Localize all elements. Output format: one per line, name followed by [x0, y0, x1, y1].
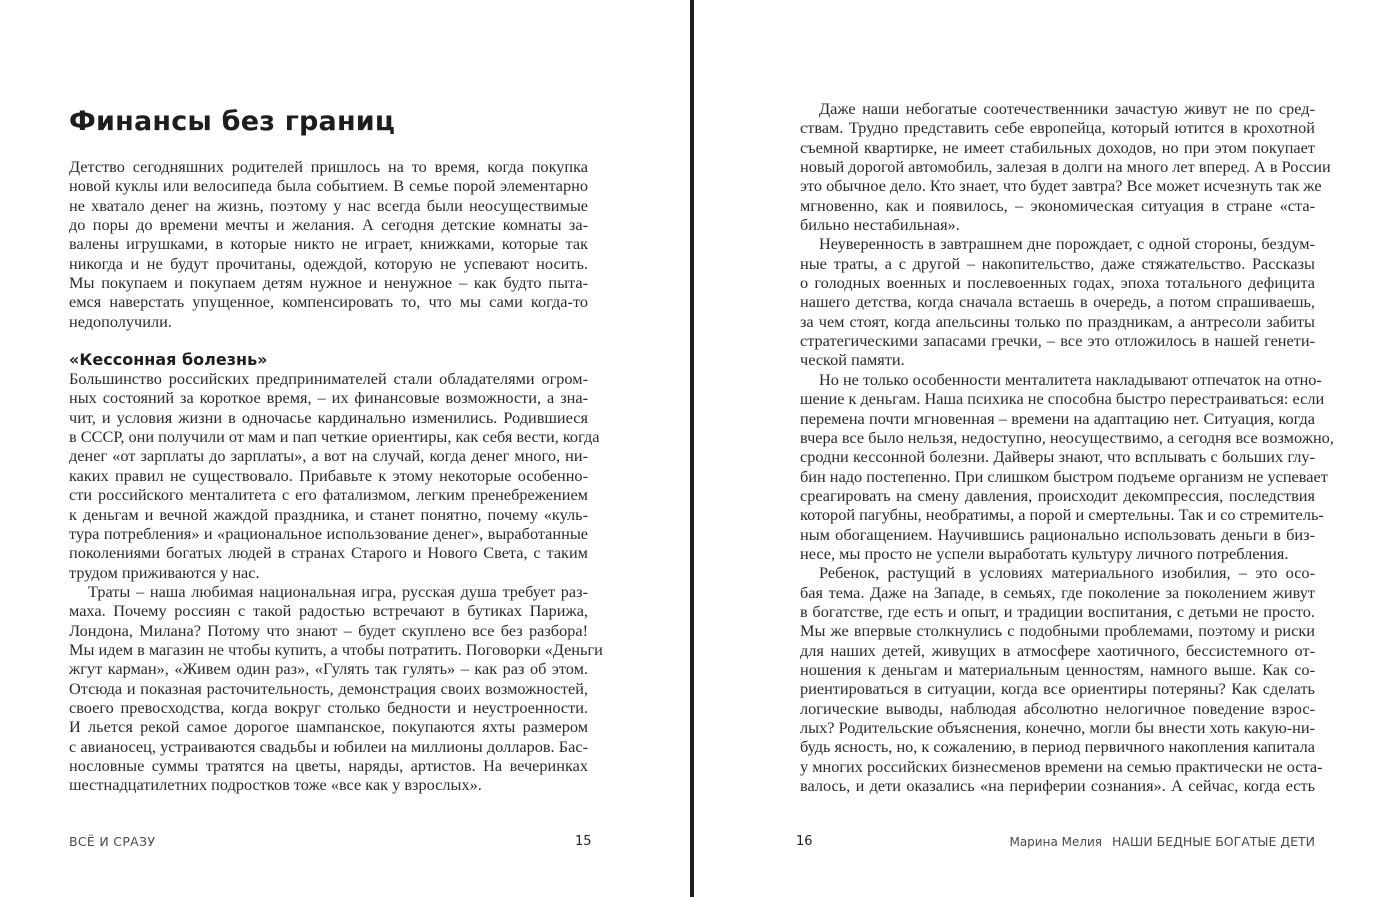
- text-line: которой пагубны, необратимы, а порой и смертельны. Так и со стремитель-: [800, 505, 1324, 525]
- text-line: к деньгам и вечной жаждой праздника, и станет понятно, почему «куль-: [69, 504, 588, 524]
- text-line: вчера все было нельзя, недоступно, неосуществимо, а сегодня все возможно,: [800, 427, 1334, 447]
- text-line: не хватало денег на жизнь, поэтому у нас всегда были неосуществимые: [69, 195, 588, 215]
- section-paragraph: [69, 369, 600, 582]
- text-line: трудом приживаются у нас.: [69, 562, 260, 582]
- text-line: сти российского менталитета с его фатализмом, легким пренебрежением: [69, 485, 588, 505]
- text-line: съемной квартирке, не имеет стабильных доходов, но при этом покупает: [800, 137, 1315, 157]
- text-line: шение к деньгам. Наша психика не способна быстро перестраиваться: если: [800, 389, 1325, 409]
- text-line: И льется рекой самое дорогое шампанское, покупаются яхты размером: [69, 717, 588, 737]
- text-line: поколениями богатых людей в странах Старого и Нового Света, с таким: [69, 543, 588, 563]
- page-number: 15: [575, 834, 592, 849]
- left-page: [0, 0, 690, 897]
- text-line: Неуверенность в завтрашнем дне порождает, с одной стороны, бездум-: [819, 234, 1315, 254]
- text-line: логические выводы, наблюдая абсолютно нелогичное поведение взрос-: [800, 698, 1315, 718]
- text-line: своего превосходства, когда вокруг столько бедности и неустроенности.: [69, 697, 588, 717]
- text-line: ным обогащением. Научившись рационально использовать деньги в биз-: [800, 524, 1315, 544]
- text-line: Траты – наша любимая национальная игра, русская душа требует раз-: [88, 581, 588, 601]
- text-line: Но не только особенности менталитета накладывают отпечаток на отно-: [819, 369, 1322, 389]
- text-line: новой куклы или велосипеда была событием. В семье порой элементарно: [69, 176, 588, 196]
- text-line: лых? Родительские объяснения, конечно, могли бы внести хоть какую-ни-: [800, 718, 1315, 737]
- text-line: в богатстве, где есть и опыт, и традиции воспитания, с детьми не просто.: [800, 601, 1315, 621]
- text-line: бин надо постепенно. При слишком быстром подъеме организм не успевает: [800, 466, 1328, 486]
- text-line: бая тема. Даже на Западе, в семьях, где поколение за поколением живут: [800, 582, 1315, 602]
- text-line: ческой памяти.: [800, 350, 905, 370]
- text-line: валены игрушками, в которые никто не играет, книжками, которые так: [69, 234, 588, 254]
- text-line: у многих российских бизнесменов времени на семью практически не оста-: [800, 756, 1323, 776]
- paragraph: [800, 369, 1334, 563]
- author-name: Марина Мелия: [1009, 835, 1103, 849]
- page-number: 16: [796, 834, 813, 849]
- text-line: за чем стоят, когда апельсины только по праздникам, а антресоли забиты: [800, 311, 1315, 331]
- text-line: тура потребления» и «рациональное использование денег», выработанные: [69, 523, 588, 543]
- text-line: никогда и не будут прочитаны, одеждой, которую не успевают носить.: [69, 253, 588, 273]
- text-line: денег «от зарплаты до зарплаты», а вот на случай, когда денег много, ни-: [69, 446, 588, 466]
- text-line: до поры до времени мечты и желания. А сегодня детские комнаты за-: [69, 215, 588, 235]
- text-line: Большинство российских предпринимателей стали обладателями огром-: [69, 369, 588, 389]
- section-subheading: «Кессонная болезнь»: [69, 350, 268, 370]
- text-line: будь ясность, но, к сожалению, в период первичного накопления капитала: [800, 737, 1316, 757]
- text-line: Мы покупаем и покупаем детям нужное и ненужное – как будто пыта-: [69, 273, 588, 293]
- text-line: стратегическими запасами гречки, – все это отложилось в нашей генети-: [800, 331, 1315, 351]
- text-line: жгут карман», «Живем один раз», «Гулять так гулять» – как раз об этом.: [69, 659, 588, 679]
- text-line: риентироваться в ситуации, когда все ориентиры потеряны? Как сделать: [800, 679, 1315, 699]
- text-line: Детство сегодняшних родителей пришлось на то время, когда покупка: [69, 157, 588, 176]
- text-line: мгновенно, как и появилось, – экономическая ситуация в стране «ста-: [800, 195, 1315, 215]
- intro-paragraph: [69, 157, 588, 331]
- text-line: Мы идем в магазин не чтобы купить, а чтобы потратить. Поговорки «Деньги: [69, 639, 603, 659]
- running-footer-chapter: ВСЁ И СРАЗУ: [69, 834, 156, 849]
- text-line: валось, и дети оказались «на периферии сознания». А сейчас, когда есть: [800, 776, 1315, 796]
- text-line: Даже наши небогатые соотечественники зачастую живут не по сред-: [819, 99, 1315, 118]
- text-line: перемена почти мгновенная – времени на адаптацию нет. Ситуация, когда: [800, 408, 1315, 428]
- text-line: о голодных военных и послевоенных годах, эпоха тотального дефицита: [800, 273, 1315, 293]
- text-line: это обычное дело. Кто знает, что будет завтра? Все может исчезнуть так же: [800, 176, 1322, 196]
- text-line: чит, и условия жизни в одночасье кардинально изменились. Родившиеся: [69, 407, 588, 427]
- paragraph: [800, 234, 1315, 369]
- section-paragraph: [69, 581, 603, 795]
- text-line: ствам. Трудно представить себе европейца, который ютится в крохотной: [800, 118, 1315, 138]
- text-line: в СССР, они получили от мам и пап четкие ориентиры, как себя вести, когда: [69, 427, 600, 447]
- text-line: маха. Почему россиян с такой радостью встречают в бутиках Парижа,: [69, 601, 588, 621]
- paragraph: [800, 99, 1331, 235]
- text-line: ношения к деньгам и материальным ценностям, намного выше. Как со-: [800, 659, 1315, 679]
- text-line: нашего детства, когда сначала встаешь в очередь, а потом спрашиваешь,: [800, 292, 1315, 312]
- running-footer-book: [1009, 834, 1315, 849]
- text-line: для наших детей, живущих в атмосфере хаотичного, бессистемного от-: [800, 640, 1315, 660]
- text-line: несе, мы просто не успели выработать культуру личного потребления.: [800, 543, 1289, 563]
- text-line: среагировать на смену давления, происходит декомпрессия, последствия: [800, 485, 1315, 505]
- paragraph: [800, 563, 1323, 796]
- chapter-title: Финансы без границ: [69, 106, 396, 137]
- text-line: каких правил не существовало. Прибавьте к этому некоторые особенно-: [69, 465, 588, 485]
- right-page-body: [800, 99, 1334, 796]
- left-page-body: [69, 157, 603, 795]
- text-line: сродни кессонной болезни. Дайверы знают, что всплывать с больших глу-: [800, 447, 1315, 467]
- text-line: емся наверстать упущенное, компенсировать то, что мы сами когда-то: [69, 292, 588, 312]
- text-line: Лондона, Милана? Потому что знают – будет скуплено все без разбора!: [69, 620, 588, 640]
- text-line: Мы же впервые столкнулись с подобными проблемами, поэтому и риски: [800, 621, 1315, 641]
- book-title: НАШИ БЕДНЫЕ БОГАТЫЕ ДЕТИ: [1112, 834, 1315, 849]
- text-line: новый дорогой автомобиль, залезая в долги на много лет вперед. А в России: [800, 157, 1331, 177]
- text-line: с авианосец, устраиваются свадьбы и юбилеи на миллионы долларов. Бас-: [69, 736, 588, 756]
- text-line: бильно нестабильная».: [800, 215, 960, 235]
- text-line: недополучили.: [69, 311, 172, 331]
- text-line: ных состояний за короткое время, – их финансовые возможности, а зна-: [69, 388, 588, 408]
- text-line: шестнадцатилетних подростков тоже «все как у взрослых».: [69, 775, 482, 795]
- text-line: ные траты, а с другой – накопительство, даже стяжательство. Рассказы: [800, 253, 1315, 273]
- text-line: нословные суммы тратятся на цветы, наряды, артистов. На вечеринках: [69, 755, 588, 775]
- text-line: Ребенок, растущий в условиях материального изобилия, – это осо-: [819, 563, 1315, 583]
- text-line: Отсюда и показная расточительность, демонстрация своих возможностей,: [69, 678, 588, 698]
